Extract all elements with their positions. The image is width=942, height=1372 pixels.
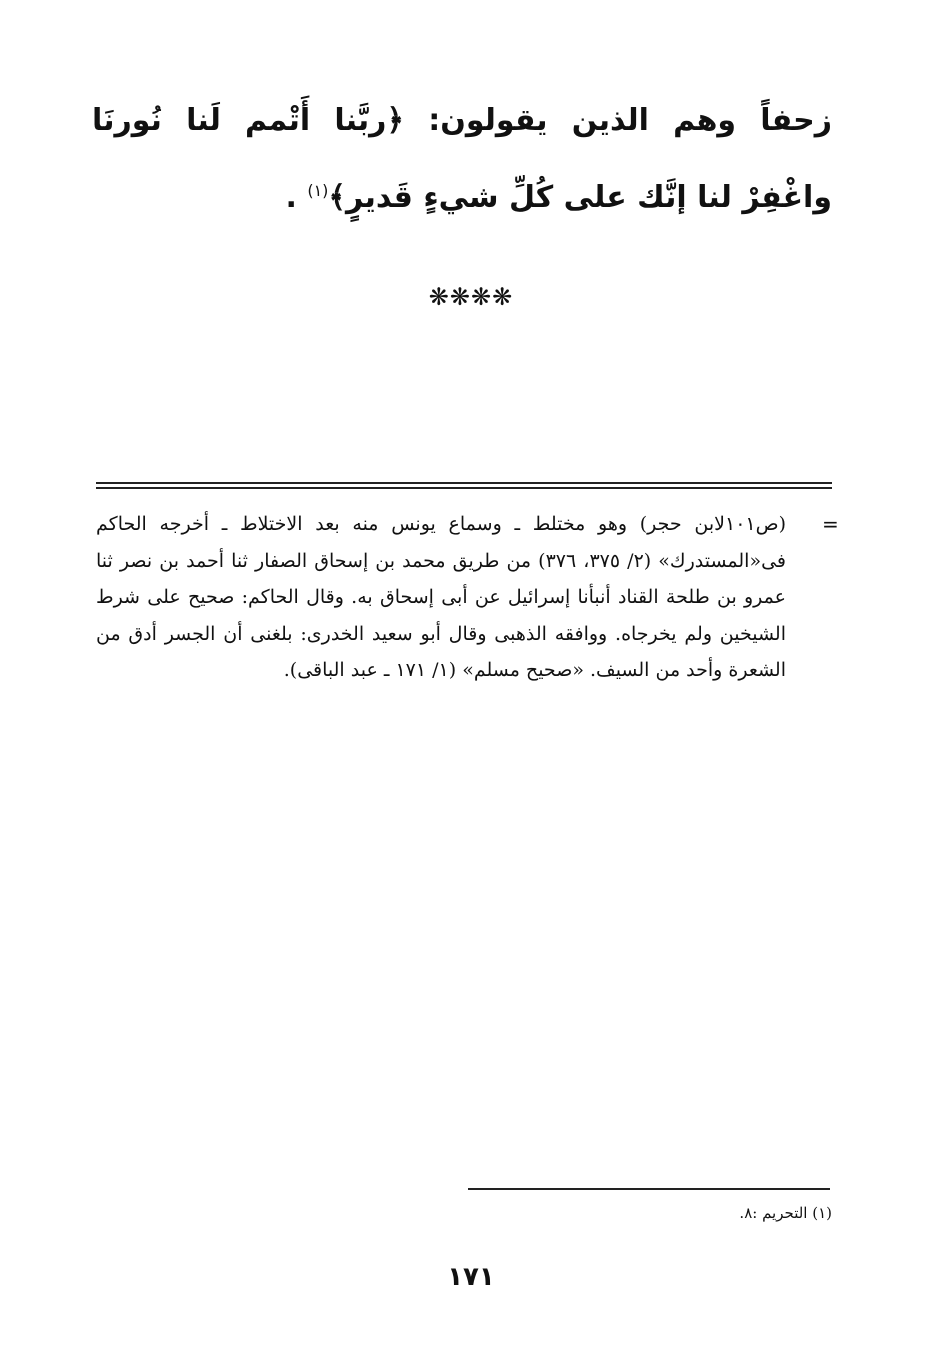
main-text-intro: زحفاً وهم الذين يقولون: <box>404 103 832 138</box>
notes-divider-line-second <box>96 487 832 489</box>
page-number: ١٧١ <box>447 1262 495 1292</box>
continued-note: (ص١٠١لابن حجر) وهو مختلط ـ وسماع يونس منه بعد الاختلاط ـ أخرجه الحاكم فى«المستدرك» (٢/ ٣٧٥، ٣٧٦) من طريق محمد بن إسحاق الصفار ثنا أحمد بن نصر ثنا عمرو بن طلحة القناد أنبأنا إسرائيل عن أبى إسحاق به. وقال الحاكم: صحيح على شرط الشيخين ولم يخرجاه. ووافقه الذهبى وقال أبو سعيد الخدرى: بلغنى أن الجسر أدق من الشعرة وأحد من السيف. «صحيح مسلم» (١/ ١٧١ ـ عبد الباقى). <box>96 513 786 681</box>
footnote: (١) التحريم :٨. <box>739 1204 832 1222</box>
main-text-end: . <box>285 180 308 215</box>
footnote-divider-line <box>468 1188 830 1190</box>
section-separator: ❋❋❋❋ <box>428 283 514 311</box>
footnote-reference: (١) <box>307 181 329 200</box>
main-paragraph <box>92 86 832 233</box>
quran-verse: ﴿ربَّنا أَتْمم لَنا نُورنَا واغْفِرْ لنا إنَّك على كُلِّ شيءٍ قَديرٍ﴾ <box>92 103 832 215</box>
notes-divider-line <box>96 482 832 484</box>
continuation-marker: = <box>822 512 839 536</box>
